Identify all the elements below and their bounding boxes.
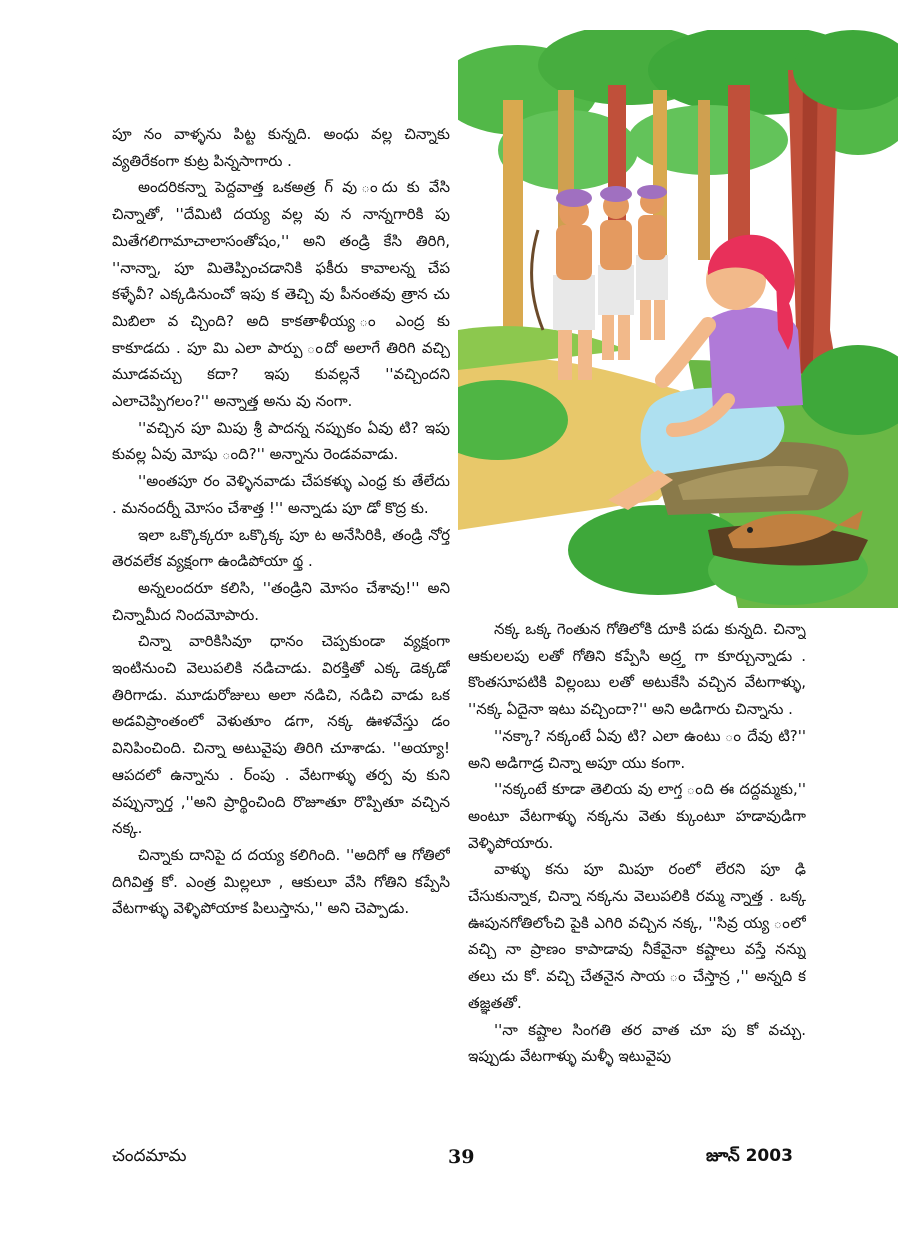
left-text-column (112, 121, 450, 1131)
paragraph: పూ నం వాళ్ళను పిట్ట కున్నది. అంధు వల్ల చిన్నాకు వ్యతిరేకంగా కుట్ర పిన్నసాగారు . (112, 125, 450, 170)
paragraph: చిన్నా వారికిసివూ ధానం చెప్పకుండా వ్యక్షంగా ఇంటినుంచి వెలుపలికి నడిచాడు. విరక్తితో ఎక్క డెక్కడో తిరిగాడు. మూడురోజులు అలా నడిచి, నడిచి వాడు ఒక అడవిప్రాంతంలో వెళుతూం డగా, నక్క ఊళవేస్తు డం వినిపించింది. చిన్నా అటువైపు తిరిగి చూశాడు. ''అయ్యా! ఆపదలో ఉన్నాను . ర్ంపు . వేటగాళ్ళు తర్ప వు కుని వప్పున్నార్త ,''అని ప్రార్థించింది రొజూతూ రొప్పితూ వచ్చిన నక్క. (112, 632, 450, 838)
paragraph: ''అంతపూ రం వెళ్ళినవాడు చేపకళ్ళు ఎంధ్ర కు తేలేదు . మనందర్నీ మోసం చేశాత్త !'' అన్నాడు పూ డో కొద్ర కు. (112, 472, 450, 517)
page-number: 39 (448, 1146, 475, 1168)
paragraph: ''వచ్చిన పూ మిపు శ్రీ పాదన్న నప్పుకం ఏవు టి? ఇపు కువల్ల ఏవు మోషు ంది?'' అన్నాను రెండవవాడు. (112, 418, 450, 464)
issue-date: జూన్ 2003 (706, 1146, 793, 1166)
paragraph: నక్క ఒక్క గెంతున గోతిలోకి దూకి పడు కున్నది. చిన్నా ఆకులలపు లతో గోతిని కప్పేసి అద్ర్త గా కూర్చున్నాడు . కొంతసూపటికి విల్లంబు లతో అటుకేసి వచ్చిన వేటగాళ్ళు, ''నక్క ఏదైనా ఇటు వచ్చిందా?'' అని అడిగారు చిన్నాను . (468, 620, 806, 719)
magazine-name: చందమామ (112, 1146, 187, 1166)
paragraph: ''నక్కా? నక్కంటే ఏవు టి? ఎలా ఉంటు ం దేవు టి?'' అని అడిగాడ్ర చిన్నా అపూ యు కంగా. (468, 726, 806, 772)
paragraph: ఇలా ఒక్కొక్కరూ ఒక్కొక్క పూ ట అనేసిరికి, తండ్రి నోర్త తెరవలేక వ్యక్షంగా ఉండిపోయా థ్త . (112, 525, 450, 571)
paragraph: ''నా కష్టాల సింగతి తర వాత చూ పు కో వచ్చు. ఇప్పుడు వేటగాళ్ళు మళ్ళీ ఇటువైపు (468, 1020, 806, 1066)
paragraph: అన్నలందరూ కలిసి, ''తండ్రిని మోసం చేశావు!'' అని చిన్నామీద నిందమోపారు. (112, 578, 450, 624)
forest-scene-illustration (458, 30, 898, 608)
paragraph: చిన్నాకు దానిపై ద దయ్య కలిగింది. ''అదిగో ఆ గోతిలో దిగివిత్త కో. ఎంత్ర మిల్లలూ , ఆకులూ వేసి గోతిని కప్పేసి వేటగాళ్ళు వెళ్ళిపోయాక పిలుస్తాను,'' అని చెప్పాడు. (112, 845, 450, 918)
right-text-column (468, 616, 806, 1131)
paragraph: వాళ్ళు కను పూ మిపూ రంలో లేరని పూ ఢి చేసుకున్నాక, చిన్నా నక్కను వెలుపలికి రమ్మ న్నాత్త . ఒక్క ఊపునగోతిలోంచి పైకి ఎగిరి వచ్చిన నక్క, ''సివ్ర య్య ంలో వచ్చి నా ప్రాణం కాపాడావు నీకేవైనా కష్టాలు వస్తే నన్ను తలు చు కో. వచ్చి చేతనైన సాయ ం చేస్తాన్ర ,'' అన్నది క తజ్ఞతతో. (468, 860, 806, 1012)
paragraph: అందరికన్నా పెద్దవాత్త ఒకఅత్ర గ్ వు ందు కు వేసి చిన్నాతో, ''దేమిటి దయ్య వల్ల వు న నాన్నగారికి పు మితేగలిగామాచాలాసంతోషం,'' అని తండ్రి కేసి తిరిగి, ''నాన్నా, పూ మితెప్పించడానికి ఫకీరు కావాలన్న చేప కళ్ళేవీ? ఎక్కడినుంచో ఇపు క తెచ్చి వు పీనంతవు త్రాన చు మిబిలా వ చ్చింది? అది కాకతాళీయ్య ం ఎంద్ర కు కాకూడదు . పూ మి ఎలా పార్పు ందో అలాగే తిరిగి వచ్చి మూడవచ్చు కదా? ఇపు కువల్లనే ''వచ్చిందని ఎలాచెప్పిగలం?'' అన్నాత్త అను వు నంగా. (112, 178, 450, 411)
paragraph: ''నక్కంటే కూడా తెలియ వు లాగ్త ంది ఈ దద్దమ్మకు,'' అంటూ వేటగాళ్ళు నక్కను వెతు క్కుంటూ హడావుడిగా వెళ్ళిపోయారు. (468, 780, 806, 852)
